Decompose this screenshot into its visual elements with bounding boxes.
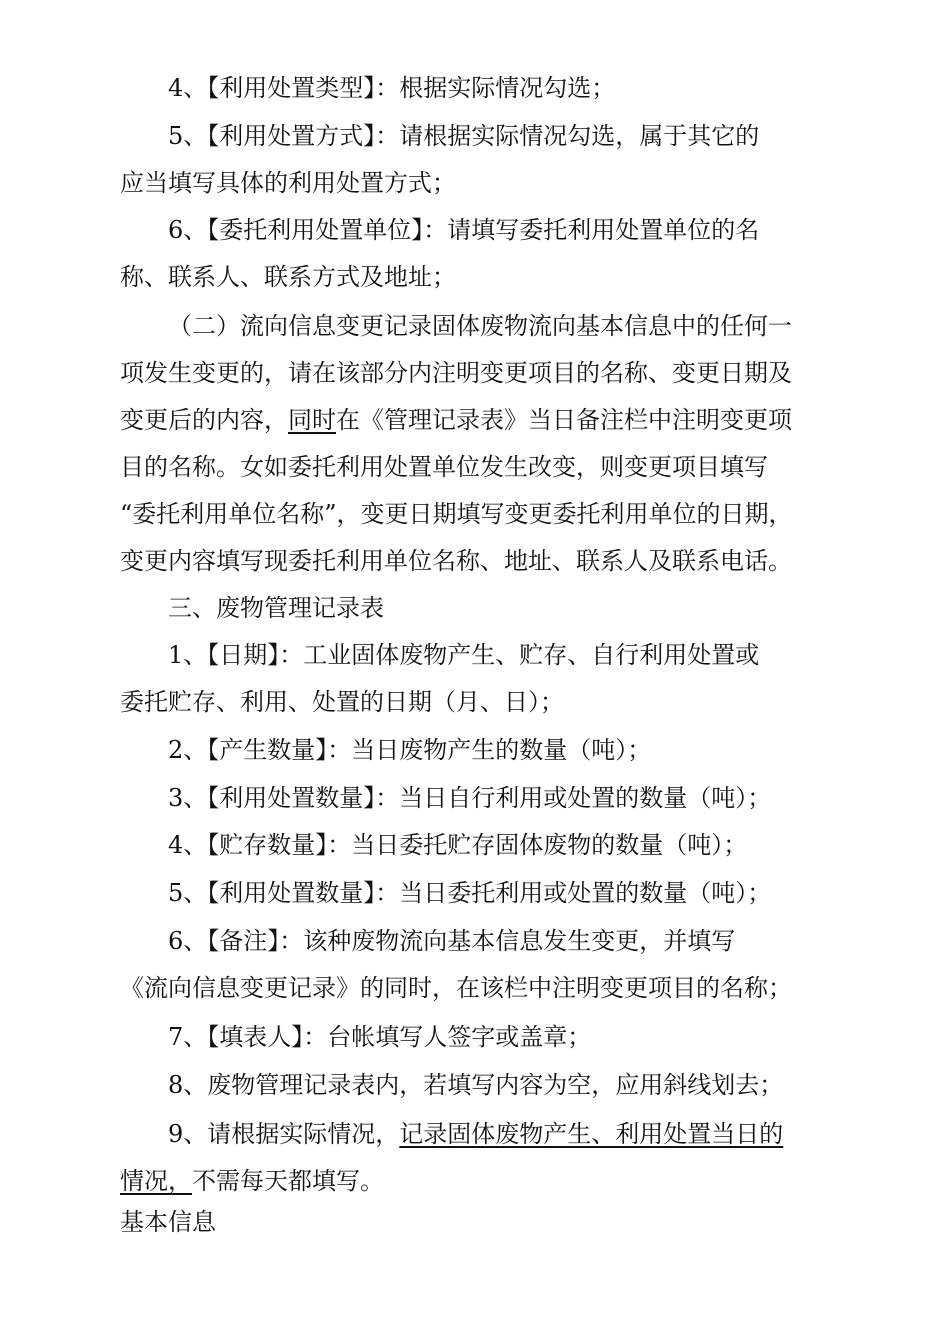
section-change-record-line5: “委托利用单位名称”，变更日期填写变更委托利用单位的日期， (120, 500, 793, 528)
heading-basic-info: 基本信息 (120, 1208, 216, 1236)
item-5-disposal-method: 5、【利用处置方式】：请根据实际情况勾选，属于其它的 (168, 122, 760, 150)
item-3-disposal-quantity: 3、【利用处置数量】：当日自行利用或处置的数量（吨）； (168, 784, 772, 812)
item-4-storage-quantity: 4、【贮存数量】：当日委托贮存固体废物的数量（吨）； (168, 831, 748, 859)
item-8-empty-fields: 8、废物管理记录表内，若填写内容为空，应用斜线划去； (168, 1071, 784, 1099)
item-6-remarks-cont: 《流向信息变更记录》的同时，在该栏中注明变更项目的名称； (120, 974, 792, 1002)
item-4-disposal-type: 4、【利用处置类型】：根据实际情况勾选； (168, 74, 616, 102)
item-5-disposal-method-cont: 应当填写具体的利用处置方式； (120, 169, 456, 197)
underlined-text: 情况， (120, 1167, 192, 1195)
item-1-date-cont: 委托贮存、利用、处置的日期（月、日）； (120, 688, 564, 716)
section-change-record-line2: 项发生变更的，请在该部分内注明变更项目的名称、变更日期及 (120, 359, 792, 387)
item-6-remarks: 6、【备注】：该种废物流向基本信息发生变更，并填写 (168, 927, 736, 955)
section-change-record-line3: 变更后的内容，同时在《管理记录表》当日备注栏中注明变更项 (120, 406, 792, 434)
item-9-record-frequency: 9、请根据实际情况，记录固体废物产生、利用处置当日的 (168, 1120, 784, 1148)
item-1-date: 1、【日期】：工业固体废物产生、贮存、自行利用处置或 (168, 641, 760, 669)
item-5-entrusted-disposal-quantity: 5、【利用处置数量】：当日委托利用或处置的数量（吨）； (168, 879, 772, 907)
item-6-entrusted-unit-cont: 称、联系人、联系方式及地址； (120, 263, 456, 291)
section-heading-management-record: 三、废物管理记录表 (168, 594, 384, 622)
item-7-filler: 7、【填表人】：台帐填写人签字或盖章； (168, 1023, 592, 1051)
underlined-text: 记录固体废物产生、利用处置当日的 (399, 1120, 784, 1148)
section-change-record-line6: 变更内容填写现委托利用单位名称、地址、联系人及联系电话。 (120, 547, 792, 575)
item-9-record-frequency-cont: 情况，不需每天都填写。 (120, 1167, 384, 1195)
underlined-text: 同时 (288, 406, 336, 434)
section-change-record-line4: 目的名称。女如委托利用处置单位发生改变，则变更项目填写 (120, 453, 768, 481)
section-change-record: （二）流向信息变更记录固体废物流向基本信息中的任何一 (168, 312, 792, 340)
item-6-entrusted-unit: 6、【委托利用处置单位】：请填写委托利用处置单位的名 (168, 216, 760, 244)
item-2-generated-quantity: 2、【产生数量】：当日废物产生的数量（吨）； (168, 736, 652, 764)
